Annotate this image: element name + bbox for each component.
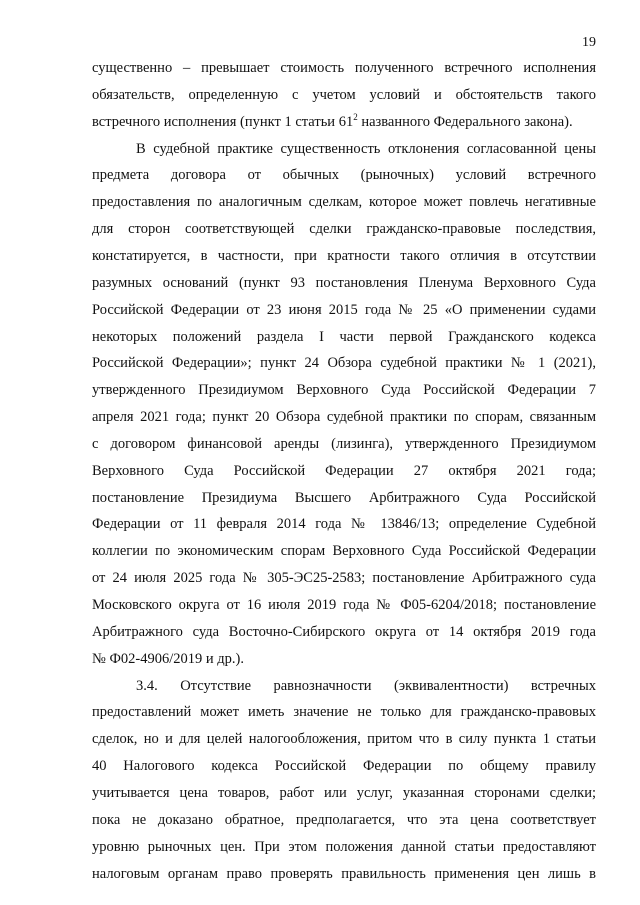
- text-line: предоставления по аналогичным сделкам, которое может повлечь негативные: [92, 194, 596, 210]
- text-line: предмета договора от обычных (рыночных) условий встречного: [92, 167, 596, 183]
- text-line: В судебной практике существенность отклонения согласованной цены: [136, 141, 596, 157]
- text-line: пока не доказано обратное, предполагается, что эта цена соответствует: [92, 812, 596, 828]
- text-line: Верховного Суда Российской Федерации 27 октября 2021 года;: [92, 463, 596, 479]
- text-segment: встречного исполнения (пункт 1 статьи 61: [92, 114, 354, 130]
- text-line: Российской Федерации от 23 июня 2015 года № 25 «О применении судами: [92, 302, 596, 318]
- text-line: от 24 июля 2025 года № 305-ЭС25-2583; постановление Арбитражного суда: [92, 570, 596, 586]
- text-line: налоговым органам право проверять правильность применения цен лишь в: [92, 866, 596, 882]
- text-line: констатируется, в частности, при кратности такого отличия в отсутствии: [92, 248, 596, 264]
- text-line: существенно – превышает стоимость полученного встречного исполнения: [92, 60, 596, 76]
- text-line: предоставлений может иметь значение не только для гражданско-правовых: [92, 704, 596, 720]
- text-line: Федерации от 11 февраля 2014 года № 13846/13; определение Судебной: [92, 516, 596, 532]
- text-line: для сторон соответствующей сделки гражданско-правовые последствия,: [92, 221, 596, 237]
- superscript: 2: [353, 112, 358, 122]
- text-line: 40 Налогового кодекса Российской Федерации по общему правилу: [92, 758, 596, 774]
- text-segment: названного Федерального закона).: [357, 114, 573, 130]
- text-line: постановление Президиума Высшего Арбитражного Суда Российской: [92, 490, 596, 506]
- text-line: некоторых положений раздела I части первой Гражданского кодекса: [92, 329, 596, 345]
- text-line: 3.4. Отсутствие равнозначности (эквивалентности) встречных: [136, 678, 596, 694]
- text-line: [92, 113, 596, 131]
- text-line: Российской Федерации»; пункт 24 Обзора судебной практики № 1 (2021),: [92, 355, 596, 371]
- text-line: разумных оснований (пункт 93 постановления Пленума Верховного Суда: [92, 275, 596, 291]
- text-line: Арбитражного суда Восточно-Сибирского округа от 14 октября 2019 года: [92, 624, 596, 640]
- text-line: № Ф02-4906/2019 и др.).: [92, 651, 244, 667]
- text-line: апреля 2021 года; пункт 20 Обзора судебной практики по спорам, связанным: [92, 409, 596, 425]
- page-number: 19: [582, 35, 596, 50]
- text-line: с договором финансовой аренды (лизинга), утвержденного Президиумом: [92, 436, 596, 452]
- text-line: обязательств, определенную с учетом условий и обстоятельств такого: [92, 87, 596, 103]
- text-line: коллегии по экономическим спорам Верховного Суда Российской Федерации: [92, 543, 596, 559]
- text-line: Московского округа от 16 июля 2019 года № Ф05-6204/2018; постановление: [92, 597, 596, 613]
- text-line: сделок, но и для целей налогообложения, притом что в силу пункта 1 статьи: [92, 731, 596, 747]
- text-line: утвержденного Президиумом Верховного Суда Российской Федерации 7: [92, 382, 596, 398]
- text-line: уровню рыночных цен. При этом положения данной статьи предоставляют: [92, 839, 596, 855]
- text-line: учитывается цена товаров, работ или услуг, указанная сторонами сделки;: [92, 785, 596, 801]
